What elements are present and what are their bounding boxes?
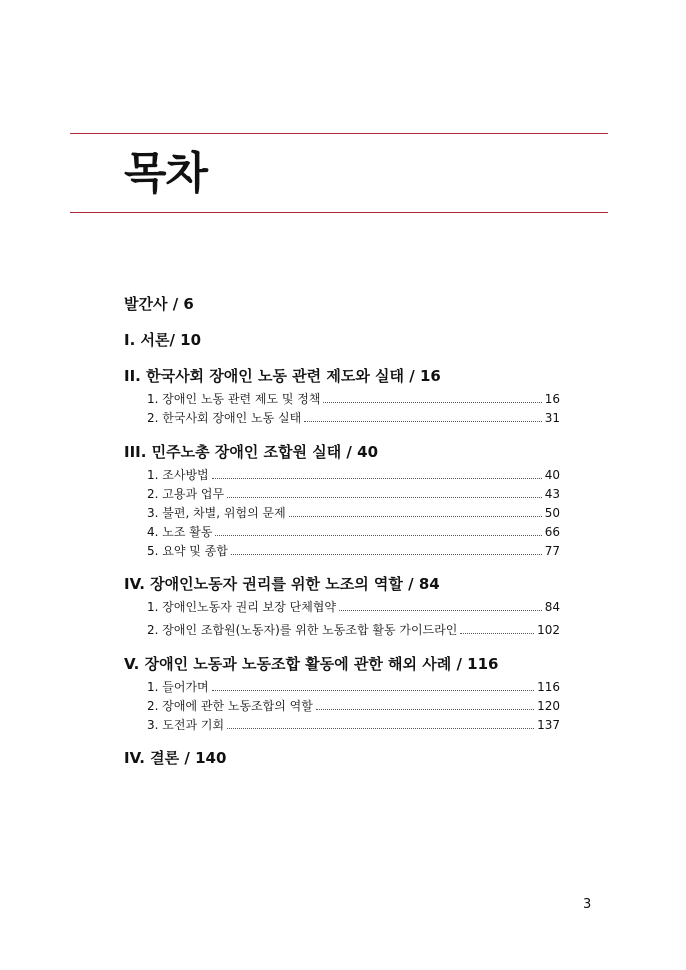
page-title: 목차 bbox=[124, 148, 208, 199]
chapter-heading[interactable]: IV. 장애인노동자 권리를 위한 노조의 역할 / 84 bbox=[124, 575, 440, 593]
table-of-contents bbox=[124, 293, 560, 769]
toc-entry-label: 2. 한국사회 장애인 노동 실태 bbox=[147, 411, 302, 425]
chapter-heading[interactable]: I. 서론/ 10 bbox=[124, 331, 202, 349]
toc-entry-page: 84 bbox=[544, 600, 560, 614]
toc-entry-page: 137 bbox=[537, 718, 560, 732]
dot-leader bbox=[316, 709, 534, 710]
page-number: 3 bbox=[583, 897, 592, 912]
toc-entry[interactable] bbox=[124, 598, 560, 617]
dot-leader bbox=[227, 728, 534, 729]
chapter-heading[interactable]: V. 장애인 노동과 노동조합 활동에 관한 해외 사례 / 116 bbox=[124, 655, 499, 673]
dot-leader bbox=[304, 421, 541, 422]
chapter-heading[interactable]: 발간사 / 6 bbox=[124, 295, 194, 313]
toc-entry-page: 16 bbox=[544, 392, 560, 406]
toc-entry-label: 1. 장애인 노동 관련 제도 및 정책 bbox=[147, 392, 321, 406]
toc-entry-page: 43 bbox=[544, 487, 560, 501]
chapter-heading[interactable]: II. 한국사회 장애인 노동 관련 제도와 실태 / 16 bbox=[124, 367, 441, 385]
toc-section bbox=[124, 653, 560, 735]
toc-entry-page: 102 bbox=[537, 623, 560, 637]
toc-entry-page: 40 bbox=[544, 468, 560, 482]
dot-leader bbox=[227, 497, 542, 498]
dot-leader bbox=[215, 535, 541, 536]
toc-entry[interactable] bbox=[124, 621, 560, 640]
toc-entry[interactable] bbox=[124, 697, 560, 716]
toc-entry[interactable] bbox=[124, 542, 560, 561]
toc-entry[interactable] bbox=[124, 390, 560, 409]
toc-entry-label: 4. 노조 활동 bbox=[147, 525, 213, 539]
toc-entry-label: 2. 장애에 관한 노동조합의 역할 bbox=[147, 699, 313, 713]
toc-entry[interactable] bbox=[124, 485, 560, 504]
toc-entry-label: 5. 요약 및 종합 bbox=[147, 544, 228, 558]
dot-leader bbox=[289, 516, 542, 517]
dot-leader bbox=[231, 554, 542, 555]
toc-section bbox=[124, 441, 560, 561]
dot-leader bbox=[212, 690, 534, 691]
toc-entry[interactable] bbox=[124, 504, 560, 523]
toc-entry[interactable] bbox=[124, 466, 560, 485]
toc-entry-page: 77 bbox=[544, 544, 560, 558]
dot-leader bbox=[212, 478, 542, 479]
toc-entry-page: 50 bbox=[544, 506, 560, 520]
title-rule-bottom bbox=[70, 212, 608, 213]
toc-entry[interactable] bbox=[124, 523, 560, 542]
toc-section bbox=[124, 293, 560, 315]
chapter-heading[interactable]: IV. 결론 / 140 bbox=[124, 749, 227, 767]
toc-entry-label: 2. 고용과 업무 bbox=[147, 487, 225, 501]
toc-entry-page: 116 bbox=[537, 680, 560, 694]
title-rule-top bbox=[70, 133, 608, 134]
toc-entry-page: 120 bbox=[537, 699, 560, 713]
toc-section bbox=[124, 365, 560, 428]
dot-leader bbox=[323, 402, 541, 403]
toc-section bbox=[124, 747, 560, 769]
toc-entry-label: 3. 불편, 차별, 위험의 문제 bbox=[147, 506, 286, 520]
dot-leader bbox=[460, 633, 534, 634]
chapter-heading[interactable]: III. 민주노총 장애인 조합원 실태 / 40 bbox=[124, 443, 379, 461]
dot-leader bbox=[339, 610, 542, 611]
toc-entry[interactable] bbox=[124, 678, 560, 697]
toc-entry-page: 66 bbox=[544, 525, 560, 539]
toc-section bbox=[124, 573, 560, 640]
toc-entry-label: 2. 장애인 조합원(노동자)를 위한 노동조합 활동 가이드라인 bbox=[147, 623, 458, 637]
toc-entry-label: 1. 장애인노동자 권리 보장 단체협약 bbox=[147, 600, 336, 614]
toc-entry[interactable] bbox=[124, 716, 560, 735]
toc-entry-label: 3. 도전과 기회 bbox=[147, 718, 225, 732]
toc-entry-label: 1. 들어가며 bbox=[147, 680, 209, 694]
toc-section bbox=[124, 329, 560, 351]
toc-entry-label: 1. 조사방법 bbox=[147, 468, 209, 482]
toc-entry-page: 31 bbox=[544, 411, 560, 425]
toc-entry[interactable] bbox=[124, 409, 560, 428]
